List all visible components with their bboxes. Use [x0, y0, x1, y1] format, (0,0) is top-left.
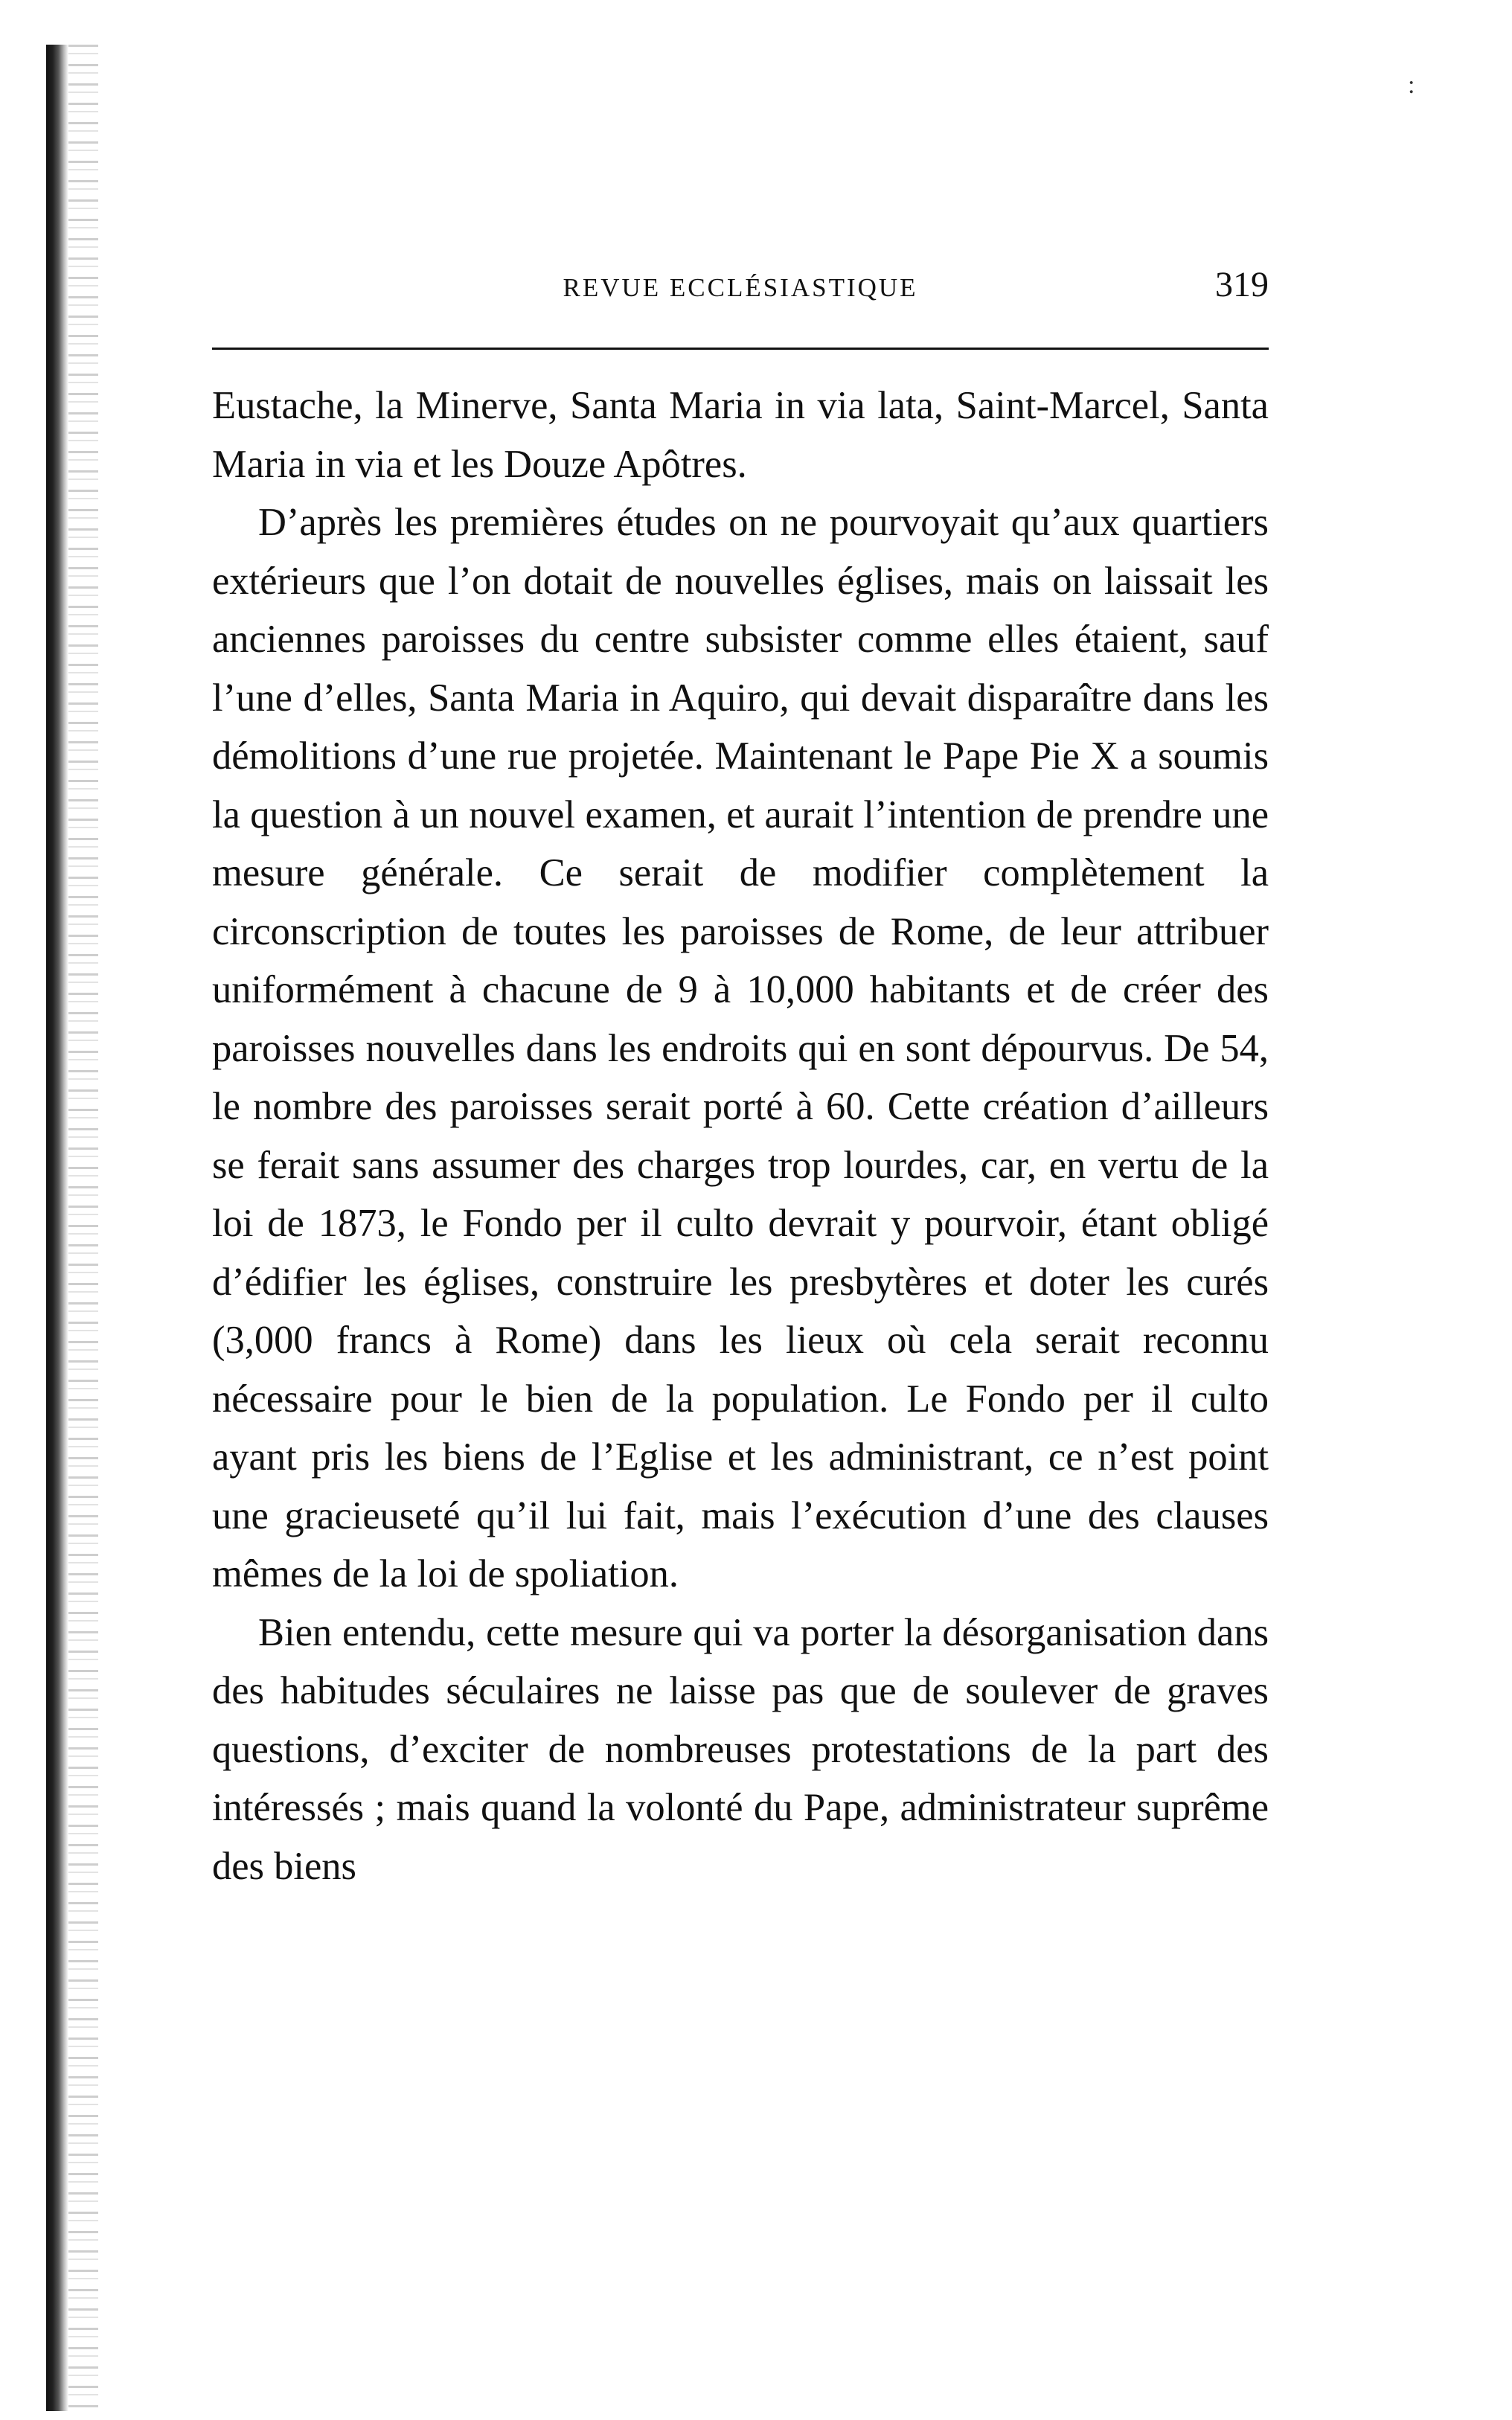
book-page: [212, 264, 1269, 1895]
margin-mark: :: [1408, 71, 1415, 99]
body-text: [212, 377, 1269, 1895]
paragraph-1: Eustache, la Minerve, Santa Maria in via lata, Saint-Marcel, Santa Maria in via et les Douze Apôtres.: [212, 384, 1269, 486]
paragraph-2: D’après les premières études on ne pourvoyait qu’aux quartiers extérieurs que l’on dotait de nouvelles églises, mais on laissait les anciennes paroisses du centre subsister comme elles étaient, sauf l’une d’elles, Santa Maria in Aquiro, qui devait disparaître dans les démolitions d’une rue projetée. Maintenant le Pape Pie X a soumis la question à un nouvel examen, et aurait l’intention de prendre une mesure générale. Ce serait de modifier complètement la circonscription de toutes les paroisses de Rome, de leur attribuer uniformément à chacune de 9 à 10,000 habitants et de créer des paroisses nouvelles dans les endroits qui en sont dépourvus. De 54, le nombre des paroisses serait porté à 60. Cette création d’ailleurs se ferait sans assumer des charges trop lourdes, car, en vertu de la loi de 1873, le Fondo per il culto devrait y pourvoir, étant obligé d’édifier les églises, construire les presbytères et doter les curés (3,000 francs à Rome) dans les lieux où cela serait reconnu nécessaire pour le bien de la population. Le Fondo per il culto ayant pris les biens de l’Eglise et les administrant, ce n’est point une gracieuseté qu’il lui fait, mais l’exécution d’une des clauses mêmes de la loi de spoliation.: [212, 501, 1269, 1595]
paragraph-3: Bien entendu, cette mesure qui va porter la désorganisation dans des habitudes séculaires ne laisse pas que de soulever de graves questions, d’exciter de nombreuses protestations de la part des intéressés ; mais quand la volonté du Pape, administrateur suprême des biens: [212, 1610, 1269, 1888]
header-rule: [212, 348, 1269, 350]
running-title: REVUE ECCLÉSIASTIQUE: [563, 273, 918, 302]
page-number: 319: [1215, 265, 1269, 304]
page-binding-edge: [46, 45, 68, 2411]
running-header: [212, 264, 1269, 309]
